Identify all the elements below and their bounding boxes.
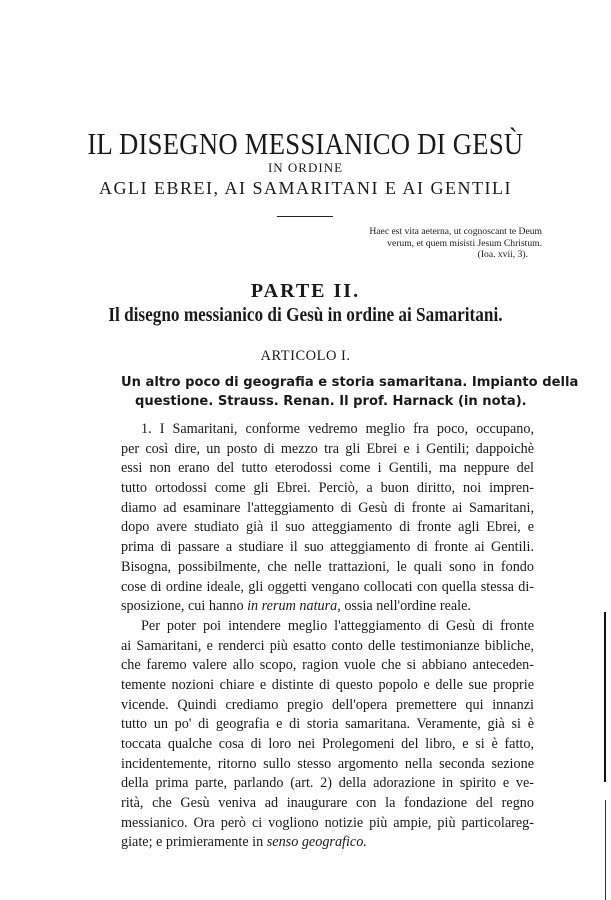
paragraph-1-line: dopo avere studiato già il suo atteggiamento di fronte agli Ebrei, e (121, 519, 534, 536)
paragraph-1-line: essi non erano del tutto eterodossi come i Gentili, ma neppure del (121, 460, 534, 477)
epigraph (312, 226, 542, 261)
page-edge-line (604, 612, 606, 782)
paragraph-1-line: cose di ordine ideale, gli oggetti vengano collocati con quella stessa di- (121, 578, 534, 595)
paragraph-2-line: vicende. Quindi crediamo pregio dell'opera premettere qui innanzi (121, 696, 534, 713)
paragraph-1-line: tutto ortodossi come gli Ebrei. Perciò, a buon diritto, noi impren- (121, 480, 534, 497)
title-divider (277, 216, 333, 217)
paragraph-2-line: Per poter poi intendere meglio l'atteggiamento di Gesù di fronte (141, 617, 534, 634)
text-run: giate; e primieramente in (121, 834, 267, 851)
article-summary (121, 373, 579, 411)
paragraph-1-last-line (121, 597, 534, 617)
article-summary-line: Un altro poco di geografia e storia samaritana. Impianto della (121, 375, 579, 390)
chapter-subtitle-2: AGLI EBREI, AI SAMARITANI E AI GENTILI (98, 178, 512, 198)
epigraph-line: verum, et quem misisti Jesum Christum. (387, 237, 542, 249)
part-heading: PARTE II. (250, 280, 361, 302)
text-run: sposizione, cui hanno (121, 598, 248, 615)
paragraph-1-line: Bisogna, possibilmente, che nelle trattazioni, le quali sono in fondo (121, 558, 534, 575)
paragraph-2-line: rità, che Gesù veniva ad inaugurare con la fondazione del regno (121, 795, 534, 812)
paragraph-2-line: temente nozioni chiare e distinte di questo popolo e delle sue proprie (121, 676, 534, 693)
paragraph-2-line: della prima parte, parlando (art. 2) della adorazione in spirito e ve- (121, 775, 534, 792)
paragraph-2-line: che faremo valere allo scopo, ragion vuole che si abbiano anteceden- (121, 657, 534, 674)
article-summary-line: questione. Strauss. Renan. Il prof. Harnack (in nota). (135, 394, 527, 409)
italic-phrase: senso geografico. (266, 834, 367, 851)
chapter-title: IL DISEGNO MESSIANICO DI GESÙ (87, 126, 524, 161)
paragraph-2-line: messianico. Ora però ci vogliono notizie più ampie, più particolareg- (121, 814, 534, 831)
page-edge-line (605, 800, 606, 900)
paragraph-1-line: prima di passare a studiare il suo atteggiamento di fronte ai Gentili. (121, 539, 534, 556)
paragraph-1-line: per così dire, un posto di mezzo tra gli Ebrei e i Gentili; dappoichè (121, 440, 534, 457)
part-title: Il disegno messianico di Gesù in ordine ai Samaritani. (108, 304, 503, 326)
paragraph-2-line: incidentemente, ritorno sullo stesso argomento nella seconda sezione (121, 755, 534, 772)
paragraph-2-line: tutto un po' di geografia e di storia samaritana. Veramente, già si è (121, 716, 534, 733)
chapter-subtitle-1: IN ORDINE (267, 160, 344, 175)
epigraph-line: Haec est vita aeterna, ut cognoscant te Deum (369, 226, 542, 237)
paragraph-1-line: diamo ad esaminare l'atteggiamento di Gesù di fronte ai Samaritani, (121, 499, 534, 516)
body-text (121, 420, 534, 853)
paragraph-2-last-line (121, 833, 534, 853)
text-run: ossia nell'ordine reale. (340, 598, 471, 615)
article-heading: ARTICOLO I. (260, 348, 351, 364)
paragraph-1-line: 1. I Samaritani, conforme vedremo meglio fra poco, occupano, (141, 421, 534, 437)
paragraph-2-line: toccata qualche cosa di loro nei Prolegomeni del libro, e si è fatto, (121, 736, 534, 752)
epigraph-source: (Ioa. xvii, 3). (477, 249, 528, 260)
italic-phrase: in rerum natura, (247, 598, 341, 615)
paragraph-2-line: ai Samaritani, e renderci più esatto conto delle testimonianze bibliche, (121, 637, 534, 654)
